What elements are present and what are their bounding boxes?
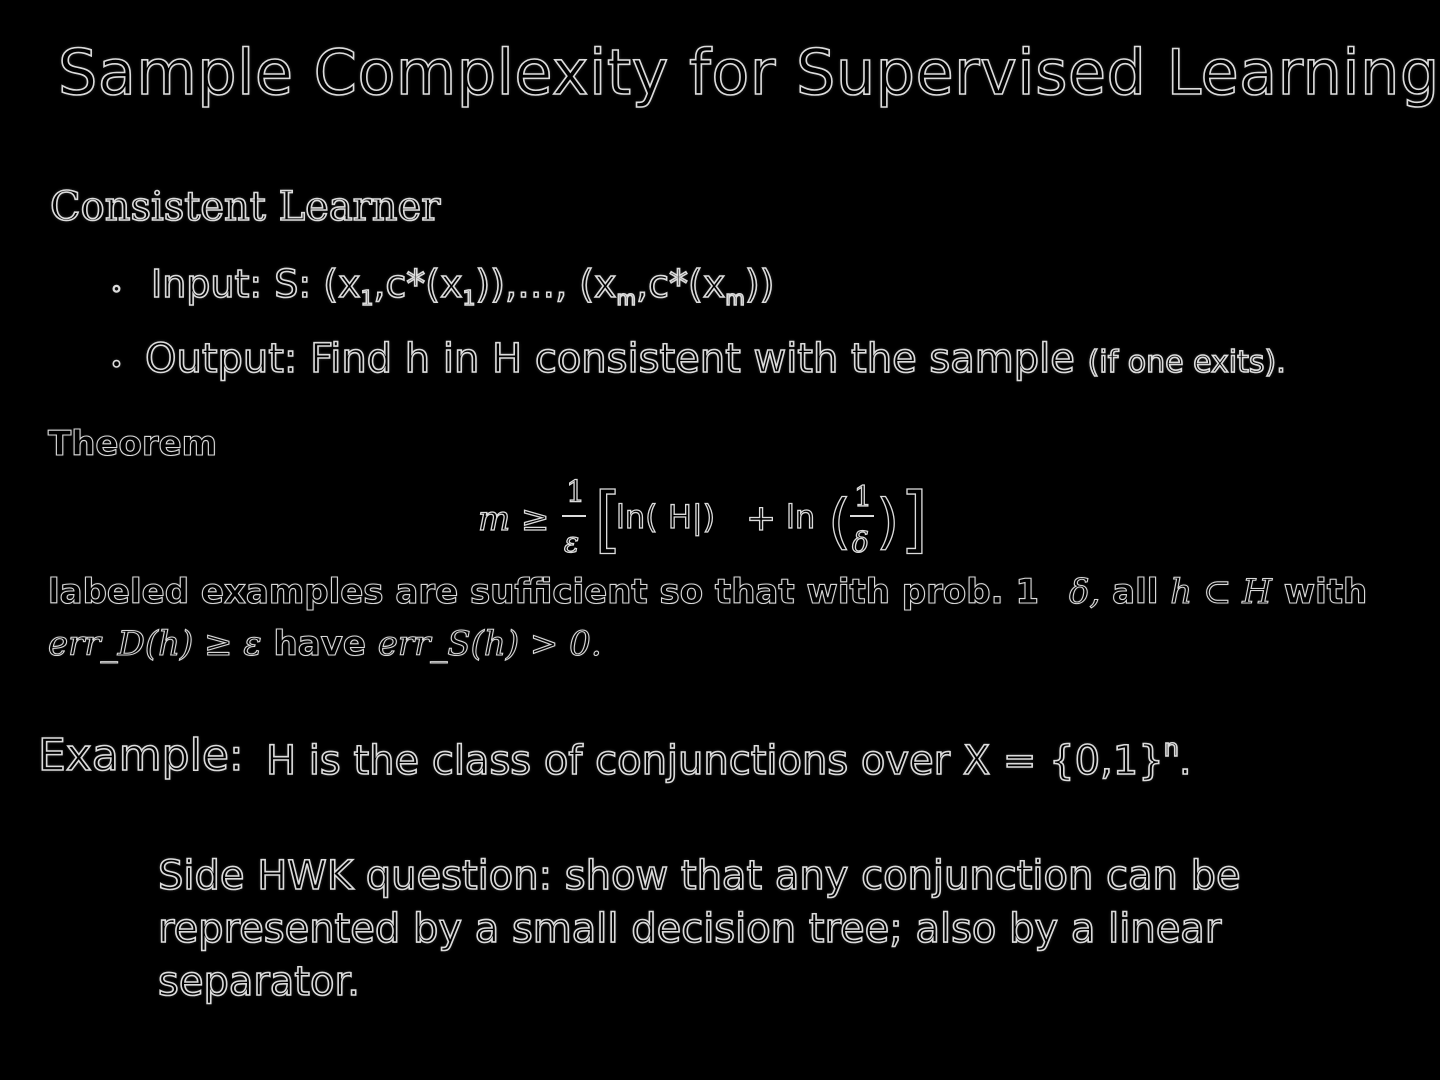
- output-bullet: [110, 336, 1286, 382]
- formula-lhs: m ≥: [478, 499, 550, 539]
- formula-open-paren: (: [828, 487, 852, 557]
- input-bullet: [110, 262, 774, 310]
- theorem-statement-line1: labeled examples are sufficient so that with prob. 1 δ, all h ⊂ H with: [48, 572, 1368, 612]
- theorem-heading: Theorem: [48, 424, 218, 464]
- example-label: Example:: [38, 730, 244, 781]
- output-bullet-note: (if one exits).: [1087, 345, 1286, 380]
- sample-bound-formula: [476, 472, 936, 568]
- example-text: H is the class of conjunctions over $X = \{0,1\}^n$.: [266, 734, 1192, 784]
- slide-title: Sample Complexity for Supervised Learning: [58, 36, 1440, 109]
- bullet-marker: •: [110, 353, 123, 378]
- formula-ln2: ln: [786, 498, 816, 536]
- hwk-line: separator.: [158, 959, 360, 1005]
- formula-open-bracket: [: [594, 477, 623, 561]
- hwk-line: represented by a small decision tree; also by a linear: [158, 906, 1222, 952]
- formula-frac-den: ε: [564, 526, 580, 559]
- formula-close-bracket: ]: [900, 477, 929, 561]
- input-bullet-text: Input: S: $(x_1,c*(x_1)),\dots$, $(x_m,c*(x_m))$: [150, 262, 775, 310]
- consistent-learner-heading: Consistent Learner: [50, 184, 441, 230]
- theorem-statement-line2: err_D(h) ≥ ε have err_S(h) > 0.: [48, 624, 602, 664]
- formula-close-paren: ): [876, 487, 900, 557]
- hwk-line: Side HWK question: show that any conjunction can be: [158, 853, 1241, 899]
- formula-plus: +: [746, 498, 777, 539]
- formula-frac-num: 1: [566, 475, 586, 510]
- side-hwk-question: [158, 850, 1241, 1009]
- formula-inner-num: 1: [854, 480, 872, 513]
- formula-inner-den: δ: [852, 526, 869, 559]
- formula-ln1: ln( H|): [616, 498, 716, 536]
- output-bullet-text: Output: Find h in H consistent with the sample: [144, 336, 1075, 382]
- bullet-marker: ◦: [110, 278, 123, 303]
